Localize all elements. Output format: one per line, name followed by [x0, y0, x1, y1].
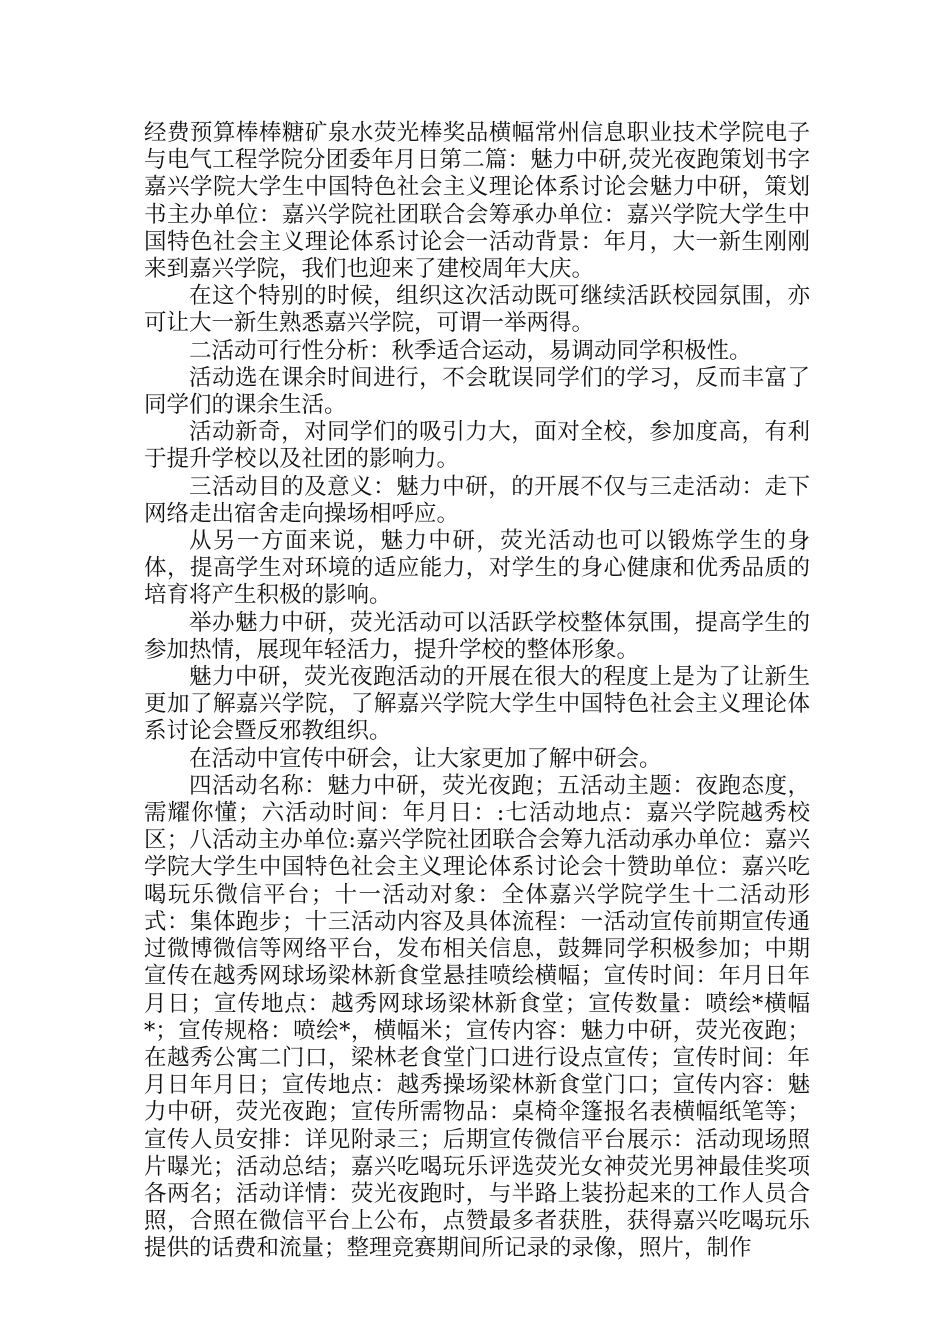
- paragraph-details: 四活动名称：魅力中研，荧光夜跑；五活动主题：夜跑态度，需耀你懂；六活动时间：年月日：:七活动地点：嘉兴学院越秀校区；八活动主办单位:嘉兴学院社团联合会筹九活动承办单位：嘉兴学院大学生中国特色社会主义理论体系讨论会十赞助单位：嘉兴吃喝玩乐微信平台；十一活动对象：全体嘉兴学院学生十二活动形式：集体跑步；十三活动内容及具体流程：一活动宣传前期宣传通过微博微信等网络平台，发布相关信息，鼓舞同学积极参加；中期宣传在越秀网球场梁林新食堂悬挂喷绘横幅；宣传时间：年月日年月日；宣传地点：越秀网球场梁林新食堂；宣传数量：喷绘*横幅*；宣传规格：喷绘*，横幅米；宣传内容：魅力中研，荧光夜跑；在越秀公寓二门口，梁林老食堂门口进行设点宣传；宣传时间：年月日年月日；宣传地点：越秀操场梁林新食堂门口；宣传内容：魅力中研，荧光夜跑；宣传所需物品：桌椅伞篷报名表横幅纸笔等；宣传人员安排：详见附录三；后期宣传微信平台展示：活动现场照片曝光；活动总结；嘉兴吃喝玩乐评选荧光女神荧光男神最佳奖项各两名；活动详情：荧光夜跑时，与半路上装扮起来的工作人员合照，合照在微信平台上公布，点赞最多者获胜，获得嘉兴吃喝玩乐提供的话费和流量；整理竞赛期间所记录的录像，照片，制作: [144, 772, 810, 1262]
- paragraph-intro: 经费预算棒棒糖矿泉水荧光棒奖品横幅常州信息职业技术学院电子与电气工程学院分团委年月日第二篇：魅力中研,荧光夜跑策划书字嘉兴学院大学生中国特色社会主义理论体系讨论会魅力中研，策划书主办单位：嘉兴学院社团联合会筹承办单位：嘉兴学院大学生中国特色社会主义理论体系讨论会一活动背景：年月，大一新生刚刚来到嘉兴学院，我们也迎来了建校周年大庆。: [144, 120, 810, 283]
- paragraph-goal: 魅力中研，荧光夜跑活动的开展在很大的程度上是为了让新生更加了解嘉兴学院，了解嘉兴学院大学生中国特色社会主义理论体系讨论会暨反邪教组织。: [144, 664, 810, 745]
- paragraph-feasibility: 二活动可行性分析：秋季适合运动，易调动同学积极性。: [189, 337, 752, 364]
- paragraph-novelty: 活动新奇，对同学们的吸引力大，面对全校，参加度高，有利于提升学校以及社团的影响力。: [144, 419, 810, 473]
- paragraph-purpose: 三活动目的及意义：魅力中研，的开展不仅与三走活动：走下网络走出宿舍走向操场相呼应。: [144, 473, 810, 527]
- paragraph-atmosphere: 举办魅力中研，荧光活动可以活跃学校整体氛围，提高学生的参加热情，展现年轻活力，提升学校的整体形象。: [144, 609, 810, 663]
- document-body: [144, 120, 810, 1263]
- paragraph-timing: 活动选在课余时间进行，不会耽误同学们的学习，反而丰富了同学们的课余生活。: [144, 364, 810, 419]
- paragraph-background: 在这个特别的时候，组织这次活动既可继续活跃校园氛围，亦可让大一新生熟悉嘉兴学院，可谓一举两得。: [144, 283, 810, 337]
- paragraph-benefits: 从另一方面来说，魅力中研，荧光活动也可以锻炼学生的身体，提高学生对环境的适应能力，对学生的身心健康和优秀品质的培育将产生积极的影响。: [144, 528, 810, 609]
- paragraph-promotion: 在活动中宣传中研会，让大家更加了解中研会。: [189, 745, 662, 772]
